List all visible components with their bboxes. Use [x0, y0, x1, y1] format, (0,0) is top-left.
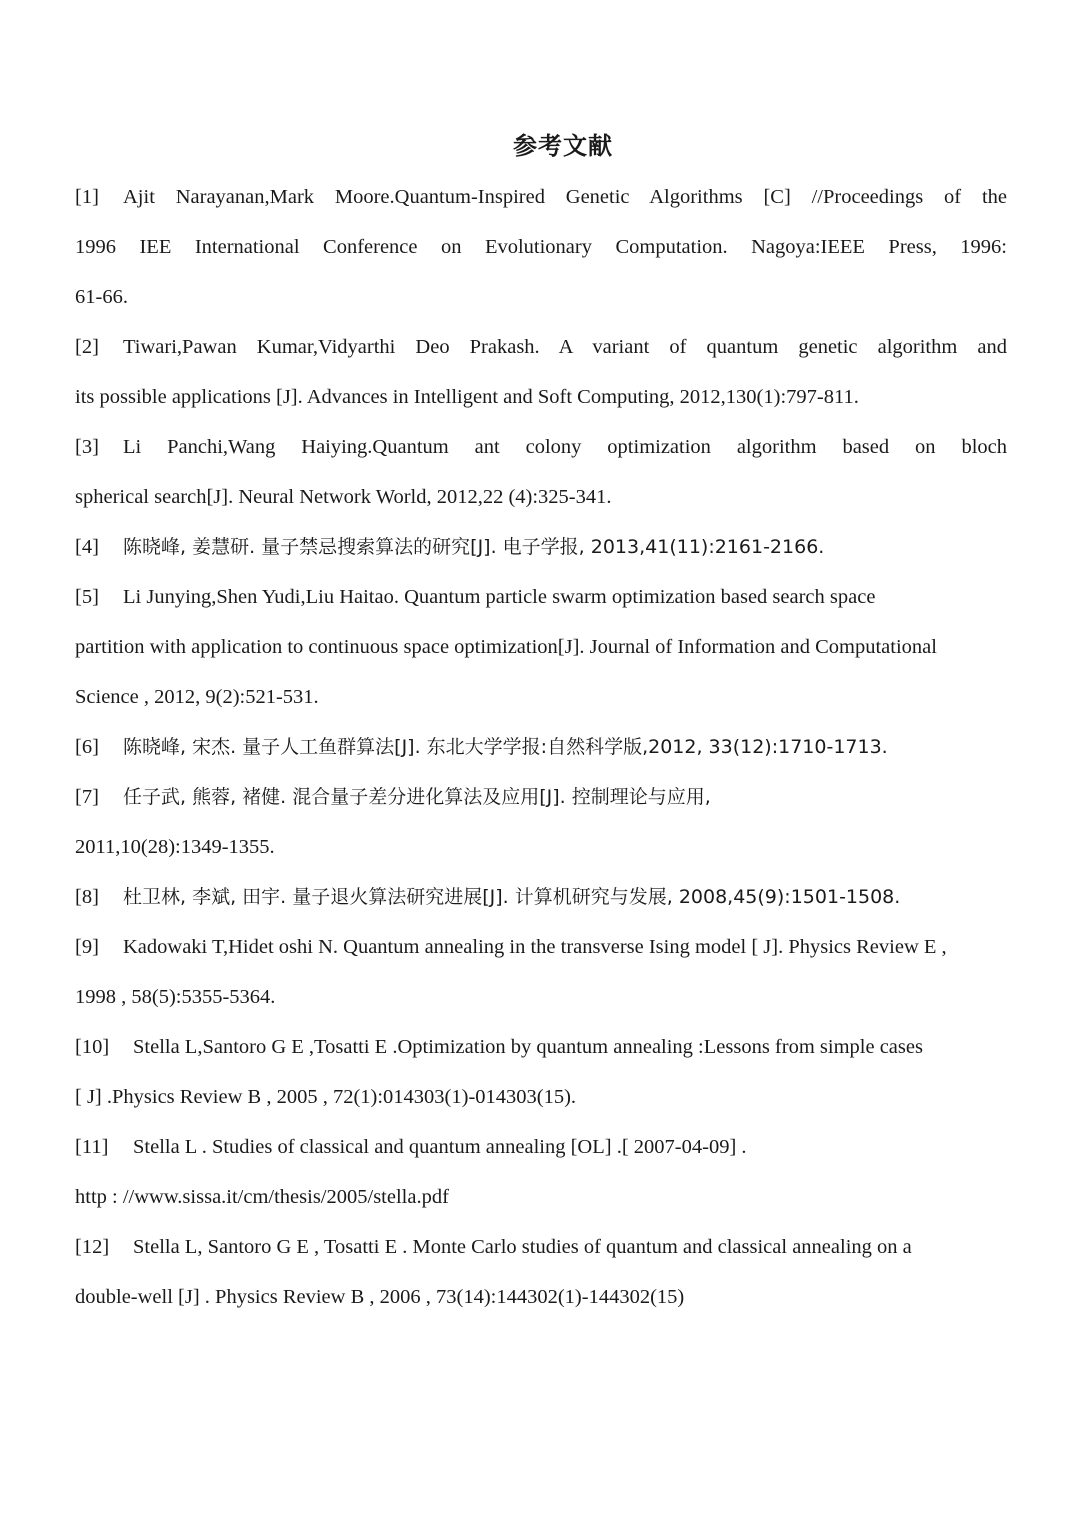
- ref-9-line-2: 1998 , 58(5):5355-5364.: [75, 986, 276, 1008]
- ref-11-url: http : //www.sissa.it/cm/thesis/2005/stella.pdf: [75, 1186, 449, 1208]
- ref-8-line-1: [8] 杜卫林, 李斌, 田宇. 量子退火算法研究进展[J]. 计算机研究与发展, 2008,45(9):1501-1508.: [75, 886, 901, 908]
- ref-1-line-1: [1] Ajit Narayanan,Mark Moore.Quantum-Inspired Genetic Algorithms [C] //Proceedings of the: [75, 186, 1007, 208]
- ref-5-line-2: partition with application to continuous space optimization[J]. Journal of Information and Computational: [75, 636, 937, 658]
- ref-3-line-2: spherical search[J]. Neural Network World, 2012,22 (4):325-341.: [75, 486, 612, 508]
- ref-1-line-2: 1996 IEE International Conference on Evolutionary Computation. Nagoya:IEEE Press, 1996:: [75, 236, 1007, 258]
- ref-12-line-2: double-well [J] . Physics Review B , 2006 , 73(14):144302(1)-144302(15): [75, 1286, 685, 1308]
- ref-2-line-2: its possible applications [J]. Advances in Intelligent and Soft Computing, 2012,130(1):797-811.: [75, 386, 859, 408]
- ref-10-line-1: [10] Stella L,Santoro G E ,Tosatti E .Optimization by quantum annealing :Lessons from simple cases: [75, 1036, 923, 1058]
- ref-6-line-1: [6] 陈晓峰, 宋杰. 量子人工鱼群算法[J]. 东北大学学报:自然科学版,2012, 33(12):1710-1713.: [75, 736, 888, 758]
- ref-7-line-2: 2011,10(28):1349-1355.: [75, 836, 275, 858]
- ref-7-line-1: [7] 任子武, 熊蓉, 褚健. 混合量子差分进化算法及应用[J]. 控制理论与应用,: [75, 786, 711, 808]
- ref-5-line-1: [5] Li Junying,Shen Yudi,Liu Haitao. Quantum particle swarm optimization based search space: [75, 586, 876, 608]
- ref-9-line-1: [9] Kadowaki T,Hidet oshi N. Quantum annealing in the transverse Ising model [ J]. Physics Review E ,: [75, 936, 947, 958]
- ref-2-line-1: [2] Tiwari,Pawan Kumar,Vidyarthi Deo Prakash. A variant of quantum genetic algorithm and: [75, 336, 1007, 358]
- ref-5-line-3: Science , 2012, 9(2):521-531.: [75, 686, 319, 708]
- ref-1-line-3: 61-66.: [75, 286, 128, 308]
- ref-3-line-1: [3] Li Panchi,Wang Haiying.Quantum ant colony optimization algorithm based on bloch: [75, 436, 1007, 458]
- page-title: 参考文献: [513, 132, 613, 160]
- ref-12-line-1: [12] Stella L, Santoro G E , Tosatti E . Monte Carlo studies of quantum and classical annealing on a: [75, 1236, 912, 1258]
- ref-11-line-1: [11] Stella L . Studies of classical and quantum annealing [OL] .[ 2007-04-09] .: [75, 1136, 747, 1158]
- ref-4-line-1: [4] 陈晓峰, 姜慧研. 量子禁忌搜索算法的研究[J]. 电子学报, 2013,41(11):2161-2166.: [75, 536, 825, 558]
- ref-10-line-2: [ J] .Physics Review B , 2005 , 72(1):014303(1)-014303(15).: [75, 1086, 577, 1108]
